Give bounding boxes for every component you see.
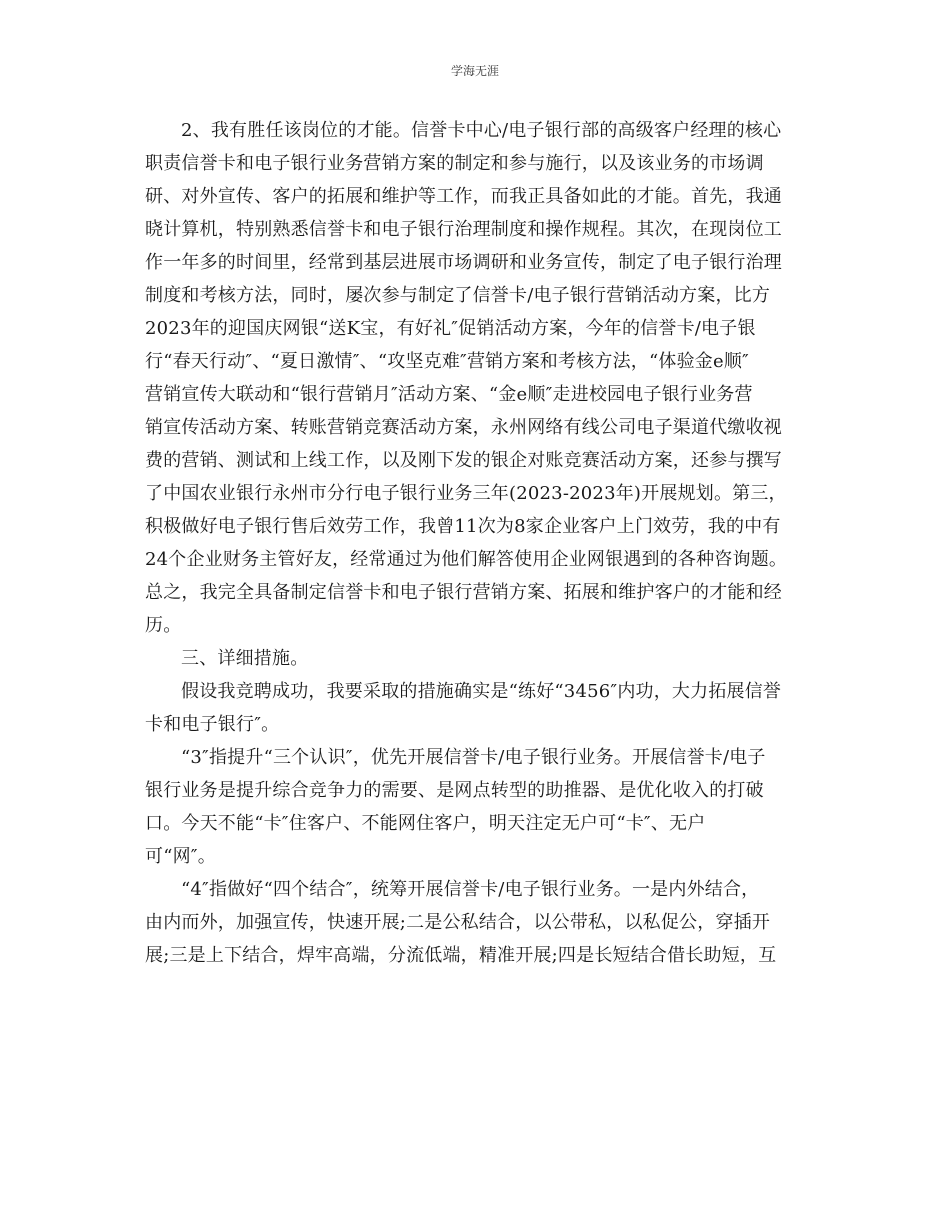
paragraph-line: 研、对外宣传、客户的拓展和维护等工作，而我正具备如此的才能。首先，我通 [145,186,782,207]
paragraph-line: 24个企业财务主管好友，经常通过为他们解答使用企业网银遇到的各种咨询题。 [145,549,788,570]
paragraph-line: 费的营销、测试和上线工作，以及刚下发的银企对账竞赛活动方案，还参与撰写 [145,450,782,471]
paragraph-line: 行“春天行动″、“夏日激情″、“攻坚克难″营销方案和考核方法，“体验金e顺″ [145,351,749,372]
paragraph-line: 历。 [145,615,182,636]
section-heading: 三、详细措施。 [181,648,309,669]
paragraph-line: 可“网″。 [145,846,216,867]
paragraph-line: 2023年的迎国庆网银“送K宝，有好礼″促销活动方案，今年的信誉卡/电子银 [145,318,756,339]
paragraph-line: 卡和电子银行″。 [145,714,280,735]
paragraph-line: 晓计算机，特别熟悉信誉卡和电子银行治理制度和操作规程。其次，在现岗位工 [145,219,782,240]
paragraph-line: 营销宣传大联动和“银行营销月″活动方案、“金e顺″走进校园电子银行业务营 [145,384,753,405]
paragraph-line: 假设我竞聘成功，我要采取的措施确实是“练好“3456″内功，大力拓展信誉 [181,681,782,702]
paragraph-line: 2、我有胜任该岗位的才能。信誉卡中心/电子银行部的高级客户经理的核心 [181,120,782,141]
paragraph-line: 作一年多的时间里，经常到基层进展市场调研和业务宣传，制定了电子银行治理 [145,252,782,273]
running-header: 学海无涯 [450,64,499,78]
paragraph-line: 制度和考核方法，同时，屡次参与制定了信誉卡/电子银行营销活动方案，比方 [145,285,771,306]
paragraph-line: 职责信誉卡和电子银行业务营销方案的制定和参与施行，以及该业务的市场调 [145,153,764,174]
paragraph-line: 由内而外，加强宣传，快速开展;二是公私结合，以公带私，以私促公，穿插开 [145,912,771,933]
paragraph-line: 了中国农业银行永州市分行电子银行业务三年(2023-2023年)开展规划。第三， [145,483,787,504]
paragraph-line: 积极做好电子银行售后效劳工作，我曾11次为8家企业客户上门效劳，我的中有 [145,516,781,537]
paragraph-line: “3″指提升“三个认识″，优先开展信誉卡/电子银行业务。开展信誉卡/电子 [181,747,766,768]
document-body [145,114,805,972]
paragraph-line: 总之，我完全具备制定信誉卡和电子银行营销方案、拓展和维护客户的才能和经 [145,582,782,603]
paragraph-line: “4″指做好“四个结合″，统筹开展信誉卡/电子银行业务。一是内外结合， [181,879,760,900]
paragraph-line: 销宣传活动方案、转账营销竞赛活动方案，永州网络有线公司电子渠道代缴收视 [145,417,782,438]
paragraph-line: 展;三是上下结合，焊牢高端，分流低端，精准开展;四是长短结合借长助短，互 [145,945,777,966]
paragraph-line: 口。今天不能“卡″住客户、不能网住客户，明天注定无户可“卡″、无户 [145,813,706,834]
paragraph-line: 银行业务是提升综合竞争力的需要、是网点转型的助推器、是优化收入的打破 [145,780,764,801]
